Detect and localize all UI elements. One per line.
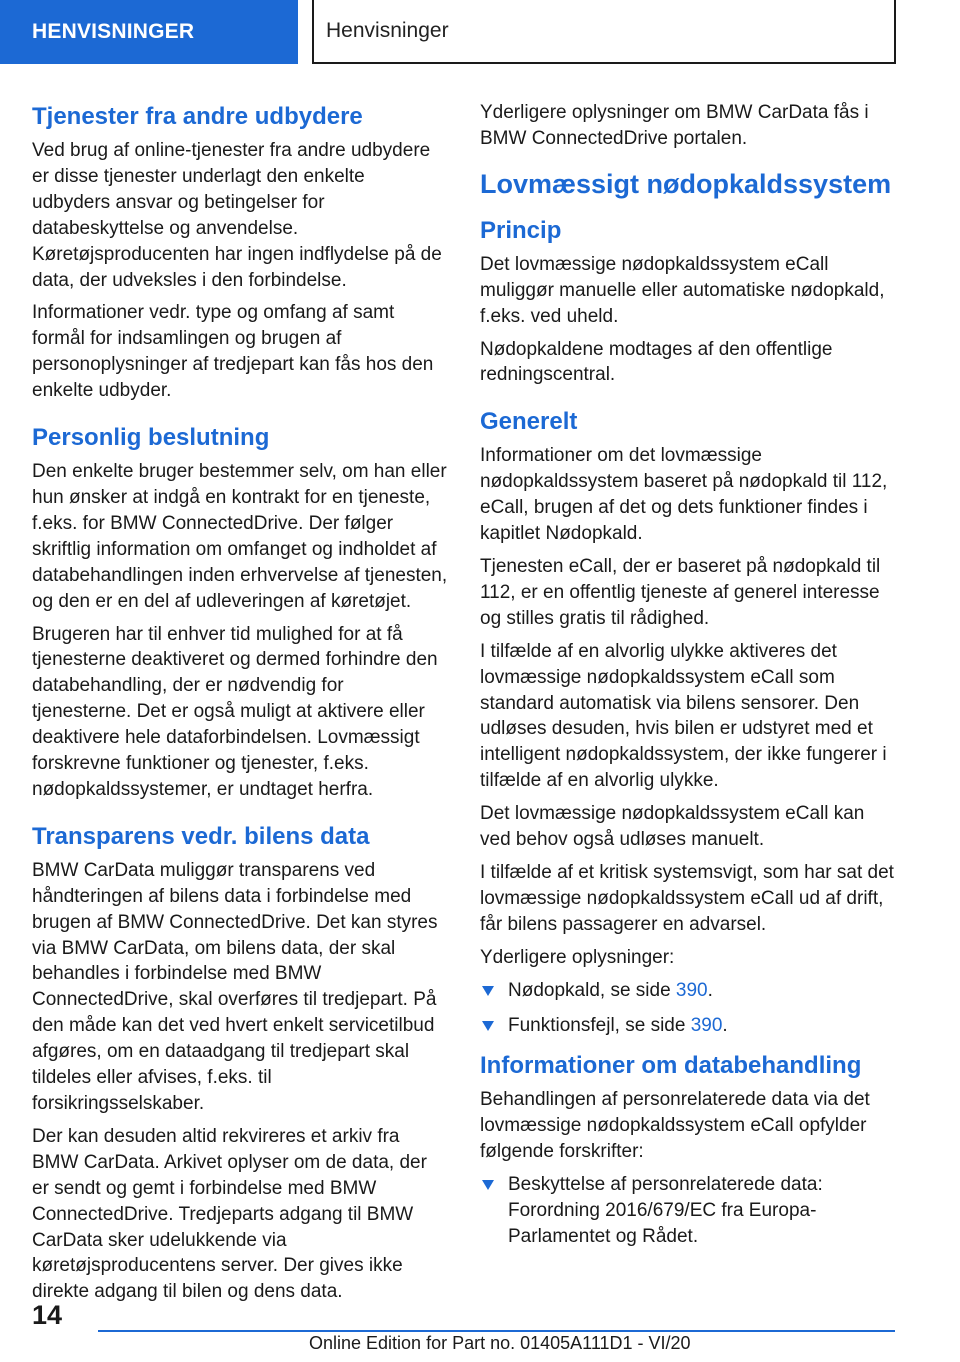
- paragraph: Det lovmæssige nødopkaldssystem eCall muliggør manuelle eller automatiske nødopkald, f.eks. ved uheld.: [480, 253, 885, 327]
- paragraph: I tilfælde af en alvorlig ulykke aktiveres det lovmæssige nødopkaldssystem eCall som standard automatisk via bilens sensorer. Den udløses desuden, hvis bilen er udstyret med et intelligent nødopkaldssystem, der ikke fungerer i tilfælde af en alvorlig ulykke.: [480, 640, 887, 792]
- list-item-text: Nødopkald, se side: [508, 979, 676, 1001]
- paragraph: Ved brug af online-tjenester fra andre udbydere er disse tjenester underlagt den enkelte udbyders ansvar og betingelser for databeskyttelse og anvendelse. Køretøjsproducenten har ingen indflydelse på de data, der udveksles i den forbindelse.: [32, 140, 442, 291]
- paragraph: Der kan desuden altid rekvireres et arkiv fra BMW CarData. Arkivet oplyser om de data, der er sendt og gemt i forbindelse med BMW ConnectedDrive. Tredjeparts adgang til BMW CarData sker udelukkende via køretøjsproducentens server. Der gives ikke direkte adgang til bilen og dens data.: [32, 1125, 427, 1303]
- heading-transparens: Transparens vedr. bilens data: [32, 822, 370, 850]
- paragraph: Informationer om det lovmæssige nødopkaldssystem baseret på nødopkald til 112, eCall, brugen af det og dets funktioner findes i kapitlet Nødopkald.: [480, 445, 888, 545]
- paragraph: Den enkelte bruger bestemmer selv, om han eller hun ønsker at indgå en kontrakt for en tjeneste, f.eks. for BMW ConnectedDrive. Der følger skriftlig information om omfanget og indholdet af databehandlingen inden erhvervelse af tjenesten, og den er en del af udleveringen af køretøjet.: [32, 461, 448, 612]
- page-link[interactable]: 390: [675, 979, 708, 1001]
- paragraph: Tjenesten eCall, der er baseret på nødopkald til 112, er en offentlig tjeneste af generel interesse og stilles gratis til rådighed.: [480, 555, 881, 629]
- reference-list: [480, 978, 896, 1040]
- paragraph: Det lovmæssige nødopkaldssystem eCall kan ved behov også udløses manuelt.: [480, 803, 865, 851]
- list-item-text: Funktionsfejl, se side: [508, 1015, 691, 1037]
- list-item: [480, 1013, 896, 1039]
- left-column: [32, 100, 448, 1312]
- page-link[interactable]: 390: [690, 1015, 723, 1037]
- heading-princip: Princip: [480, 216, 562, 244]
- paragraph: Yderligere oplysninger:: [480, 946, 675, 968]
- heading-lovmaessigt-nodopkaldssystem: Lovmæssigt nødopkaldssystem: [480, 168, 892, 199]
- right-column: [480, 100, 896, 1260]
- list-item: [480, 978, 896, 1004]
- heading-tjenester: Tjenester fra andre udbydere: [32, 103, 363, 130]
- heading-informationer-om-databehandling: Informationer om databehandling: [480, 1052, 862, 1080]
- paragraph: Behandlingen af personrelaterede data via det lovmæssige nødopkaldssystem eCall opfylder følgende forskrifter:: [480, 1089, 870, 1163]
- list-item: [480, 1172, 896, 1250]
- paragraph: BMW CarData muliggør transparens ved håndteringen af bilens data i forbindelse med brugen af BMW ConnectedDrive. Det kan styres via BMW CarData, om bilens data, der skal behandles i forbindelse med BMW ConnectedDrive, skal overføres til tredjepart. På den måde kan det ved hvert enkelt servicetilbud afgøres, om en dataadgang til tredjepart skal tildeles eller afvises, f.eks. til forsikringsselskaber.: [32, 859, 438, 1114]
- paragraph: Yderligere oplysninger om BMW CarData fås i BMW ConnectedDrive portalen.: [480, 102, 869, 149]
- paragraph: Nødopkaldene modtages af den offentlige redningscentral.: [480, 338, 833, 386]
- regulation-list: [480, 1172, 896, 1250]
- heading-generelt: Generelt: [480, 408, 578, 436]
- heading-personlig-beslutning: Personlig beslutning: [32, 424, 270, 452]
- list-item-end: .: [722, 1015, 728, 1037]
- list-item-end: .: [707, 979, 713, 1001]
- paragraph: Brugeren har til enhver tid mulighed for at få tjenesterne deaktiveret og dermed forhindre den databehandling, der er nødvendig for tjenesterne. Det er også muligt at aktivere eller deaktivere hele dataforbindelsen. Lovmæssigt forskrevne funktioner og tjenester, f.eks. nødopkaldssystemer, er undtaget herfra.: [32, 623, 438, 800]
- footer-divider: [98, 1330, 895, 1332]
- page-number: 14: [32, 1300, 63, 1330]
- footer-edition: Online Edition for Part no. 01405A111D1 - VI/20: [309, 1333, 691, 1353]
- paragraph: I tilfælde af et kritisk systemsvigt, som har sat det lovmæssige nødopkaldssystem eCall ud af drift, får bilens passagerer en advarsel.: [480, 861, 894, 935]
- section-tab[interactable]: Henvisninger: [312, 0, 896, 64]
- triangle-bullet-icon: [482, 1180, 494, 1190]
- triangle-bullet-icon: [482, 986, 494, 996]
- paragraph: Informationer vedr. type og omfang af samt formål for indsamlingen og brugen af personoplysninger af tredjepart kan fås hos den enkelte udbyder.: [32, 302, 434, 402]
- triangle-bullet-icon: [482, 1021, 494, 1031]
- chapter-tab[interactable]: HENVISNINGER: [0, 0, 298, 64]
- list-item-text: Beskyttelse af personrelaterede data: Forordning 2016/679/EC fra Europa-Parlamentet og Rådet.: [508, 1174, 823, 1247]
